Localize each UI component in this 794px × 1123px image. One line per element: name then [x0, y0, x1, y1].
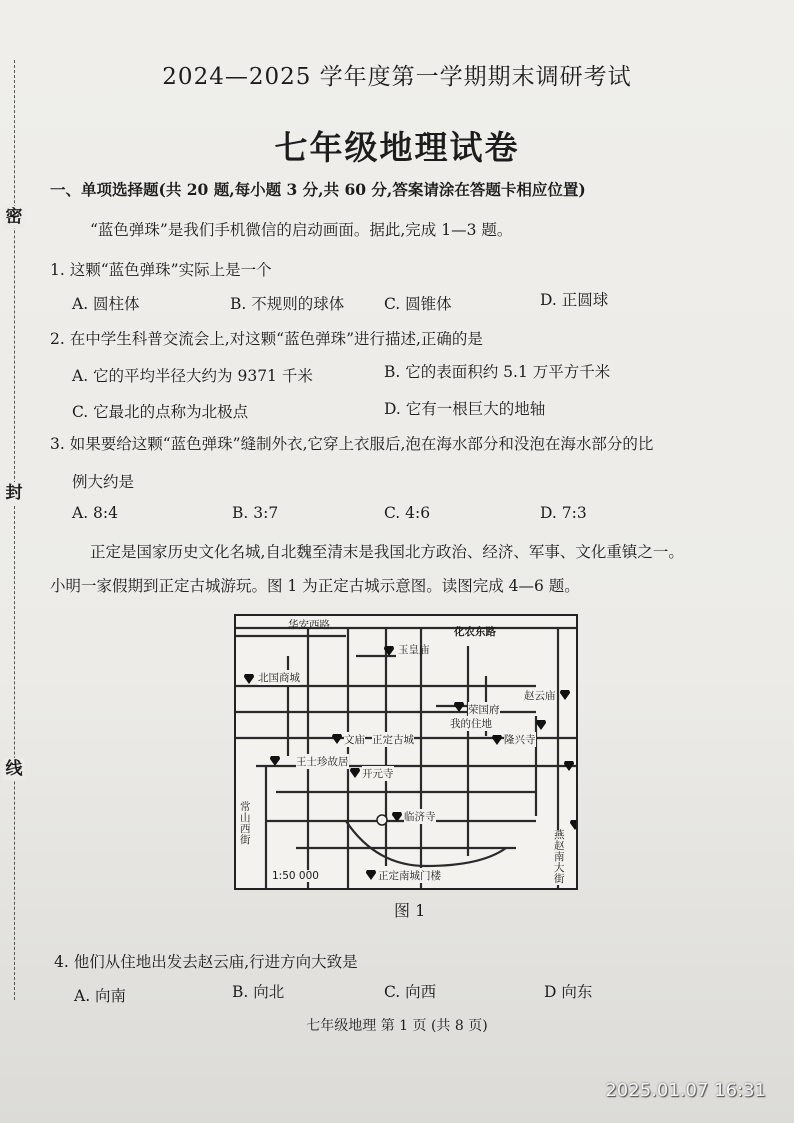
wenmiao-pin-icon: [332, 734, 342, 744]
southeast-pin-icon: [570, 820, 578, 830]
binding-char-mi: 密: [3, 206, 25, 228]
map-label-south-gate: 正定南城门楼: [378, 870, 441, 882]
map-label-beiguo: 北国商城: [258, 672, 300, 684]
binding-char-feng: 封: [3, 482, 25, 504]
map-label-kaiyuan: 开元寺: [362, 768, 394, 780]
zhengding-map: [234, 614, 578, 890]
longxing-pin-icon: [492, 735, 502, 745]
q3-option-d: D. 7:3: [540, 504, 587, 522]
q1-option-d: D. 正圆球: [540, 291, 609, 309]
map-label-wangshizhen: 王士珍故居: [296, 756, 349, 768]
q1-option-b: B. 不规则的球体: [230, 295, 345, 313]
map-label-longxing: 隆兴寺: [504, 734, 536, 746]
q4-option-b: B. 向北: [232, 983, 285, 1001]
q1-option-a: A. 圆柱体: [72, 295, 140, 313]
zhaoyun-pin-icon: [560, 690, 570, 700]
kaiyuan-pin-icon: [350, 768, 360, 778]
q4-option-d: D 向东: [544, 983, 593, 1001]
east-pin-icon: [564, 761, 574, 771]
section-intro: “蓝色弹珠”是我们手机微信的启动画面。据此,完成 1—3 题。: [90, 221, 513, 239]
wangshizhen-pin-icon: [270, 756, 280, 766]
passage-line-1: 正定是国家历史文化名城,自北魏至清末是我国北方政治、经济、军事、文化重镇之一。: [90, 543, 684, 561]
map-scale: 1:50 000: [272, 870, 319, 882]
q4-option-a: A. 向南: [74, 987, 127, 1005]
yuhuang-pin-icon: [384, 646, 394, 656]
map-label-yuhuang: 玉皇庙: [398, 644, 430, 656]
map-label-zhengding: 正定古城: [372, 734, 414, 746]
map-label-north-road: 华安西路: [288, 619, 330, 631]
map-label-west-street: 常山西街: [240, 802, 254, 846]
binding-dashed-line: [14, 60, 15, 1000]
linji-pin-icon: [392, 812, 402, 822]
binding-char-xian: 线: [3, 758, 25, 780]
exam-subtitle: 七年级地理试卷: [274, 128, 520, 167]
map-label-east-road: 化农东路: [454, 626, 496, 638]
question-3-stem: 3. 如果要给这颗“蓝色弹珠”缝制外衣,它穿上衣服后,泡在海水部分和没泡在海水部分的比: [50, 435, 654, 453]
page-footer: 七年级地理 第 1 页 (共 8 页): [306, 1018, 488, 1034]
exam-title: 2024—2025 学年度第一学期期末调研考试: [162, 64, 632, 90]
map-label-zhaoyun: 赵云庙: [524, 690, 556, 702]
q3-option-c: C. 4:6: [384, 504, 431, 522]
photo-timestamp: 2025.01.07 16:31: [605, 1080, 766, 1101]
south-gate-pin-icon: [366, 870, 376, 880]
question-2-stem: 2. 在中学生科普交流会上,对这颗“蓝色弹珠”进行描述,正确的是: [50, 330, 483, 348]
zhudi-pin-icon: [536, 720, 546, 730]
question-1-stem: 1. 这颗“蓝色弹珠”实际上是一个: [50, 261, 272, 279]
beiguo-pin-icon: [244, 674, 254, 684]
q4-option-c: C. 向西: [384, 983, 437, 1001]
question-3-stem-cont: 例大约是: [72, 473, 135, 491]
q1-option-c: C. 圆锥体: [384, 295, 452, 313]
q2-option-a: A. 它的平均半径大约为 9371 千米: [72, 367, 313, 385]
map-label-zhudi: 我的住地: [450, 718, 492, 730]
q2-option-c: C. 它最北的点称为北极点: [72, 403, 249, 421]
q3-option-b: B. 3:7: [232, 504, 279, 522]
map-label-linji: 临济寺: [404, 811, 436, 823]
passage-line-2: 小明一家假期到正定古城游玩。图 1 为正定古城示意图。读图完成 4—6 题。: [50, 577, 580, 595]
rongguofu-pin-icon: [454, 702, 464, 712]
question-4-stem: 4. 他们从住地出发去赵云庙,行进方向大致是: [54, 953, 358, 971]
q2-option-d: D. 它有一根巨大的地轴: [384, 400, 546, 418]
figure-caption: 图 1: [394, 901, 426, 920]
map-label-wenmiao: 文庙: [344, 734, 365, 746]
map-label-east-street: 燕赵南大街: [554, 830, 568, 885]
q2-option-b: B. 它的表面积约 5.1 万平方千米: [384, 363, 611, 381]
q3-option-a: A. 8:4: [72, 504, 118, 522]
section-heading: 一、单项选择题(共 20 题,每小题 3 分,共 60 分,答案请涂在答题卡相应位置): [50, 180, 586, 199]
map-label-rongguofu: 荣国府: [468, 704, 500, 716]
